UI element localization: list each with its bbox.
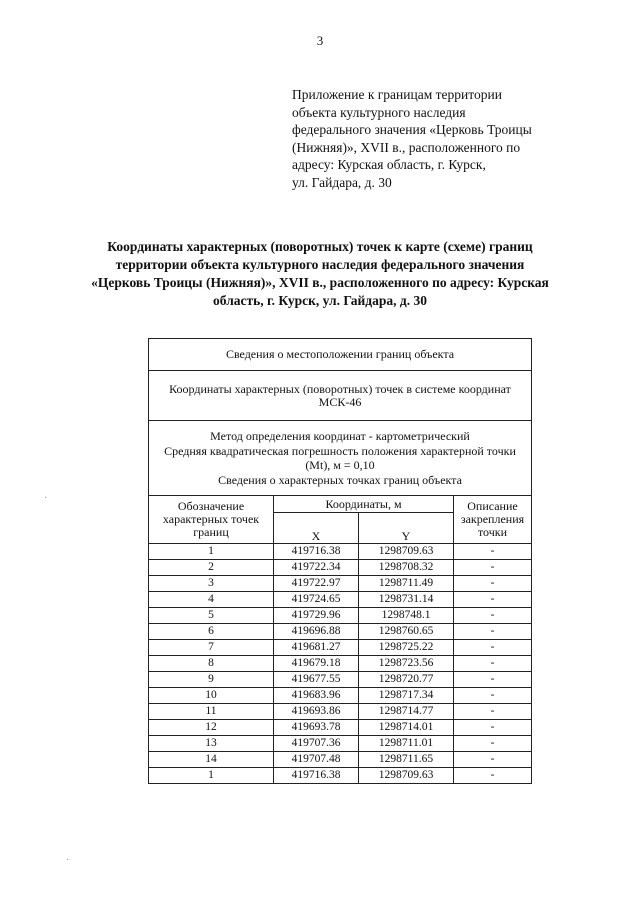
point-number-cell: 11 [149, 704, 274, 720]
col-x-header: X [274, 513, 359, 544]
table-row [149, 688, 532, 704]
y-coordinate-cell: 1298717.34 [359, 688, 454, 704]
points-info-line: Сведения о характерных точках границ объекта [218, 472, 462, 487]
appendix-line: адресу: Курская область, г. Курск, [292, 157, 486, 172]
title-line: «Церковь Троицы (Нижняя)», XVII в., расположенного по адресу: Курская [91, 275, 549, 290]
y-coordinate-cell: 1298714.77 [359, 704, 454, 720]
description-cell: - [454, 560, 532, 576]
point-number-cell: 8 [149, 656, 274, 672]
document-title [40, 238, 600, 310]
table-row [149, 768, 532, 784]
x-coordinate-cell: 419693.78 [274, 720, 359, 736]
point-number-cell: 12 [149, 720, 274, 736]
appendix-line: федерального значения «Церковь Троицы [292, 122, 532, 137]
description-cell: - [454, 608, 532, 624]
col-point-header: Обозначение характерных точек границ [149, 496, 274, 544]
table-row [149, 640, 532, 656]
description-cell: - [454, 704, 532, 720]
table-row [149, 672, 532, 688]
table-row [149, 656, 532, 672]
x-coordinate-cell: 419696.88 [274, 624, 359, 640]
y-coordinate-cell: 1298711.65 [359, 752, 454, 768]
coordinate-system-header: Координаты характерных (поворотных) точек в системе координат МСК-46 [149, 371, 532, 421]
point-number-cell: 10 [149, 688, 274, 704]
point-number-cell: 9 [149, 672, 274, 688]
x-coordinate-cell: 419716.38 [274, 768, 359, 784]
table-row [149, 752, 532, 768]
point-number-cell: 7 [149, 640, 274, 656]
y-coordinate-cell: 1298711.49 [359, 576, 454, 592]
y-coordinate-cell: 1298760.65 [359, 624, 454, 640]
y-coordinate-cell: 1298711.01 [359, 736, 454, 752]
col-desc-header: Описание закрепления точки [454, 496, 532, 544]
x-coordinate-cell: 419716.38 [274, 544, 359, 560]
appendix-line: объекта культурного наследия [292, 104, 466, 120]
table-row [149, 704, 532, 720]
point-number-cell: 5 [149, 608, 274, 624]
location-info-header: Сведения о местоположении границ объекта [149, 339, 532, 371]
x-coordinate-cell: 419722.97 [274, 576, 359, 592]
table-row [149, 544, 532, 560]
description-cell: - [454, 544, 532, 560]
y-coordinate-cell: 1298723.56 [359, 656, 454, 672]
description-cell: - [454, 640, 532, 656]
col-y-header: Y [359, 513, 454, 544]
coordinates-table [148, 338, 532, 784]
title-line: область, г. Курск, ул. Гайдара, д. 30 [213, 293, 427, 308]
x-coordinate-cell: 419677.55 [274, 672, 359, 688]
x-coordinate-cell: 419707.36 [274, 736, 359, 752]
description-cell: - [454, 768, 532, 784]
appendix-line: Приложение к границам территории [292, 87, 502, 102]
point-number-cell: 14 [149, 752, 274, 768]
y-coordinate-cell: 1298714.01 [359, 720, 454, 736]
appendix-line: ул. Гайдара, д. 30 [292, 174, 392, 190]
description-cell: - [454, 672, 532, 688]
column-header-row [149, 496, 532, 513]
table-header-row [149, 421, 532, 496]
x-coordinate-cell: 419722.34 [274, 560, 359, 576]
description-cell: - [454, 688, 532, 704]
title-line: Координаты характерных (поворотных) точек к карте (схеме) границ [107, 239, 533, 254]
y-coordinate-cell: 1298708.32 [359, 560, 454, 576]
table-row [149, 736, 532, 752]
description-cell: - [454, 736, 532, 752]
point-number-cell: 1 [149, 768, 274, 784]
col-coords-header: Координаты, м [274, 496, 454, 513]
point-number-cell: 3 [149, 576, 274, 592]
table-header-row [149, 339, 532, 371]
description-cell: - [454, 752, 532, 768]
x-coordinate-cell: 419681.27 [274, 640, 359, 656]
scan-mark: · [66, 855, 70, 866]
scan-mark: · [44, 493, 48, 504]
point-number-cell: 1 [149, 544, 274, 560]
x-coordinate-cell: 419729.96 [274, 608, 359, 624]
table-row [149, 592, 532, 608]
description-cell: - [454, 624, 532, 640]
x-coordinate-cell: 419683.96 [274, 688, 359, 704]
point-number-cell: 13 [149, 736, 274, 752]
method-header [149, 421, 532, 496]
error-line: Средняя квадратическая погрешность положения характерной точки (Mt), м = 0,10 [164, 443, 516, 472]
point-number-cell: 6 [149, 624, 274, 640]
description-cell: - [454, 592, 532, 608]
table-row [149, 576, 532, 592]
description-cell: - [454, 576, 532, 592]
table-row [149, 624, 532, 640]
table-row [149, 720, 532, 736]
appendix-line: (Нижняя)», XVII в., расположенного по [292, 139, 521, 155]
point-number-cell: 2 [149, 560, 274, 576]
description-cell: - [454, 656, 532, 672]
x-coordinate-cell: 419693.86 [274, 704, 359, 720]
title-line: территории объекта культурного наследия федерального значения [115, 257, 525, 272]
x-coordinate-cell: 419707.48 [274, 752, 359, 768]
table-header-row [149, 371, 532, 421]
page-number: 3 [316, 33, 324, 48]
y-coordinate-cell: 1298720.77 [359, 672, 454, 688]
x-coordinate-cell: 419679.18 [274, 656, 359, 672]
x-coordinate-cell: 419724.65 [274, 592, 359, 608]
table-row [149, 560, 532, 576]
y-coordinate-cell: 1298731.14 [359, 592, 454, 608]
y-coordinate-cell: 1298725.22 [359, 640, 454, 656]
table-row [149, 608, 532, 624]
y-coordinate-cell: 1298709.63 [359, 544, 454, 560]
y-coordinate-cell: 1298709.63 [359, 768, 454, 784]
description-cell: - [454, 720, 532, 736]
appendix-note [292, 86, 592, 191]
method-line: Метод определения координат - картометрический [210, 429, 470, 443]
y-coordinate-cell: 1298748.1 [359, 608, 454, 624]
point-number-cell: 4 [149, 592, 274, 608]
